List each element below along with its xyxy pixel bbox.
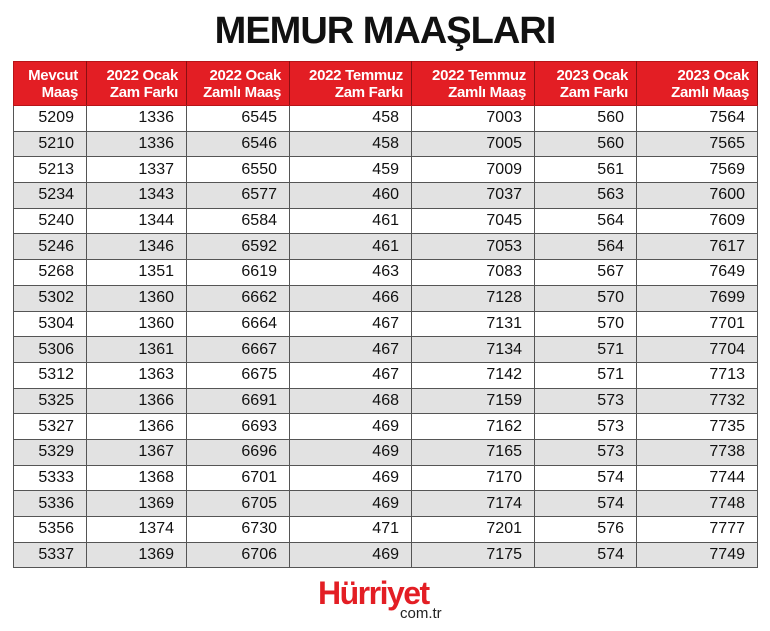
table-row xyxy=(14,157,758,183)
table-cell: 6550 xyxy=(187,157,290,183)
table-cell: 6706 xyxy=(187,542,290,568)
table-cell: 5240 xyxy=(14,208,87,234)
table-row xyxy=(14,311,758,337)
table-cell: 570 xyxy=(535,311,637,337)
table-cell: 6546 xyxy=(187,131,290,157)
table-cell: 1351 xyxy=(87,260,187,286)
table-cell: 1360 xyxy=(87,311,187,337)
table-cell: 7003 xyxy=(412,106,535,132)
table-cell: 7609 xyxy=(637,208,758,234)
column-header xyxy=(87,62,187,106)
table-row xyxy=(14,208,758,234)
table-cell: 7131 xyxy=(412,311,535,337)
table-cell: 573 xyxy=(535,414,637,440)
table-cell: 571 xyxy=(535,337,637,363)
table-row xyxy=(14,260,758,286)
table-cell: 5304 xyxy=(14,311,87,337)
table-cell: 7701 xyxy=(637,311,758,337)
table-cell: 1369 xyxy=(87,542,187,568)
hurriyet-logo xyxy=(318,576,458,626)
table-cell: 1344 xyxy=(87,208,187,234)
table-cell: 1368 xyxy=(87,465,187,491)
table-cell: 6664 xyxy=(187,311,290,337)
column-header-line2: Maaş xyxy=(41,83,78,101)
header-row xyxy=(14,62,758,106)
table-cell: 5327 xyxy=(14,414,87,440)
table-cell: 7175 xyxy=(412,542,535,568)
table-cell: 6592 xyxy=(187,234,290,260)
table-cell: 7738 xyxy=(637,439,758,465)
column-header-line2: Zamlı Maaş xyxy=(203,83,281,101)
table-cell: 576 xyxy=(535,517,637,543)
column-header-line2: Zam Farkı xyxy=(109,83,178,101)
table-cell: 461 xyxy=(290,234,412,260)
column-header-line1: Mevcut xyxy=(28,66,78,84)
table-cell: 6675 xyxy=(187,362,290,388)
table-cell: 469 xyxy=(290,414,412,440)
table-cell: 467 xyxy=(290,337,412,363)
table-cell: 467 xyxy=(290,311,412,337)
column-header-line2: Zam Farkı xyxy=(559,83,628,101)
table-cell: 7732 xyxy=(637,388,758,414)
table-row xyxy=(14,439,758,465)
table-cell: 466 xyxy=(290,285,412,311)
table-row xyxy=(14,234,758,260)
table-cell: 5329 xyxy=(14,439,87,465)
table-cell: 5209 xyxy=(14,106,87,132)
table-cell: 7748 xyxy=(637,491,758,517)
column-header-line2: Zamlı Maaş xyxy=(671,83,749,101)
table-cell: 7045 xyxy=(412,208,535,234)
table-cell: 7053 xyxy=(412,234,535,260)
table-cell: 5306 xyxy=(14,337,87,363)
table-cell: 6545 xyxy=(187,106,290,132)
table-cell: 6696 xyxy=(187,439,290,465)
table-cell: 7174 xyxy=(412,491,535,517)
table-cell: 6662 xyxy=(187,285,290,311)
table-cell: 7749 xyxy=(637,542,758,568)
column-header-line1: 2022 Ocak xyxy=(106,66,178,84)
table-cell: 7704 xyxy=(637,337,758,363)
table-cell: 463 xyxy=(290,260,412,286)
table-cell: 468 xyxy=(290,388,412,414)
table-cell: 1374 xyxy=(87,517,187,543)
table-row xyxy=(14,285,758,311)
column-header-line1: 2022 Temmuz xyxy=(309,66,403,84)
page-title: MEMUR MAAŞLARI xyxy=(214,10,556,52)
column-header-line1: 2023 Ocak xyxy=(556,66,628,84)
table-cell: 573 xyxy=(535,439,637,465)
column-header-line2: Zamlı Maaş xyxy=(448,83,526,101)
table-row xyxy=(14,414,758,440)
table-cell: 570 xyxy=(535,285,637,311)
table-cell: 467 xyxy=(290,362,412,388)
table-row xyxy=(14,517,758,543)
table-cell: 7083 xyxy=(412,260,535,286)
table-cell: 5312 xyxy=(14,362,87,388)
table-cell: 7165 xyxy=(412,439,535,465)
table-cell: 7162 xyxy=(412,414,535,440)
table-cell: 1336 xyxy=(87,106,187,132)
table-cell: 7777 xyxy=(637,517,758,543)
table-cell: 574 xyxy=(535,465,637,491)
table-cell: 5234 xyxy=(14,183,87,209)
table-cell: 5246 xyxy=(14,234,87,260)
table-cell: 5210 xyxy=(14,131,87,157)
table-cell: 1369 xyxy=(87,491,187,517)
table-cell: 1343 xyxy=(87,183,187,209)
column-header xyxy=(637,62,758,106)
table-cell: 564 xyxy=(535,234,637,260)
table-cell: 460 xyxy=(290,183,412,209)
table-cell: 6667 xyxy=(187,337,290,363)
table-cell: 7649 xyxy=(637,260,758,286)
table-cell: 1366 xyxy=(87,414,187,440)
table-cell: 7735 xyxy=(637,414,758,440)
table-cell: 560 xyxy=(535,106,637,132)
table-cell: 458 xyxy=(290,131,412,157)
table-cell: 7744 xyxy=(637,465,758,491)
table-cell: 560 xyxy=(535,131,637,157)
column-header xyxy=(412,62,535,106)
column-header xyxy=(187,62,290,106)
table-cell: 7617 xyxy=(637,234,758,260)
table-cell: 7134 xyxy=(412,337,535,363)
table-row xyxy=(14,337,758,363)
table-cell: 5333 xyxy=(14,465,87,491)
column-header xyxy=(14,62,87,106)
table-cell: 573 xyxy=(535,388,637,414)
table-cell: 1336 xyxy=(87,131,187,157)
table-cell: 6577 xyxy=(187,183,290,209)
column-header-line1: 2022 Temmuz xyxy=(432,66,526,84)
table-cell: 7159 xyxy=(412,388,535,414)
table-cell: 469 xyxy=(290,491,412,517)
table-cell: 7565 xyxy=(637,131,758,157)
table-cell: 5336 xyxy=(14,491,87,517)
table-cell: 7005 xyxy=(412,131,535,157)
column-header-line1: 2023 Ocak xyxy=(677,66,749,84)
table-cell: 7201 xyxy=(412,517,535,543)
table-row xyxy=(14,362,758,388)
table-cell: 1363 xyxy=(87,362,187,388)
column-header xyxy=(535,62,637,106)
table-cell: 7713 xyxy=(637,362,758,388)
table-cell: 469 xyxy=(290,542,412,568)
table-cell: 571 xyxy=(535,362,637,388)
table-cell: 1361 xyxy=(87,337,187,363)
table-cell: 7037 xyxy=(412,183,535,209)
table-cell: 7564 xyxy=(637,106,758,132)
table-cell: 458 xyxy=(290,106,412,132)
table-cell: 6584 xyxy=(187,208,290,234)
table-cell: 6701 xyxy=(187,465,290,491)
table-row xyxy=(14,106,758,132)
table-cell: 471 xyxy=(290,517,412,543)
table-cell: 7142 xyxy=(412,362,535,388)
table-cell: 561 xyxy=(535,157,637,183)
table-cell: 5337 xyxy=(14,542,87,568)
table-cell: 5268 xyxy=(14,260,87,286)
table-cell: 6705 xyxy=(187,491,290,517)
table-row xyxy=(14,465,758,491)
table-cell: 6691 xyxy=(187,388,290,414)
table-row xyxy=(14,388,758,414)
table-cell: 1346 xyxy=(87,234,187,260)
logo-domain: com.tr xyxy=(400,605,442,622)
table-cell: 6693 xyxy=(187,414,290,440)
logo-brand: Hürriyet xyxy=(318,575,429,611)
table-cell: 574 xyxy=(535,491,637,517)
table-cell: 1337 xyxy=(87,157,187,183)
table-cell: 461 xyxy=(290,208,412,234)
table-cell: 5325 xyxy=(14,388,87,414)
table-cell: 7128 xyxy=(412,285,535,311)
table-cell: 7600 xyxy=(637,183,758,209)
salary-table xyxy=(13,61,758,568)
table-row xyxy=(14,542,758,568)
table-cell: 469 xyxy=(290,439,412,465)
table-cell: 7170 xyxy=(412,465,535,491)
table-cell: 5356 xyxy=(14,517,87,543)
column-header-line2: Zam Farkı xyxy=(334,83,403,101)
table-cell: 459 xyxy=(290,157,412,183)
table-cell: 6730 xyxy=(187,517,290,543)
table-row xyxy=(14,183,758,209)
table-cell: 567 xyxy=(535,260,637,286)
table-cell: 469 xyxy=(290,465,412,491)
column-header-line1: 2022 Ocak xyxy=(209,66,281,84)
table-cell: 5302 xyxy=(14,285,87,311)
table-cell: 563 xyxy=(535,183,637,209)
table-cell: 1360 xyxy=(87,285,187,311)
table-cell: 7009 xyxy=(412,157,535,183)
table-body xyxy=(14,106,758,568)
table-cell: 574 xyxy=(535,542,637,568)
table-cell: 5213 xyxy=(14,157,87,183)
column-header xyxy=(290,62,412,106)
table-cell: 564 xyxy=(535,208,637,234)
table-row xyxy=(14,131,758,157)
table-cell: 6619 xyxy=(187,260,290,286)
table-cell: 7569 xyxy=(637,157,758,183)
table-row xyxy=(14,491,758,517)
table-cell: 1366 xyxy=(87,388,187,414)
table-cell: 1367 xyxy=(87,439,187,465)
table-cell: 7699 xyxy=(637,285,758,311)
